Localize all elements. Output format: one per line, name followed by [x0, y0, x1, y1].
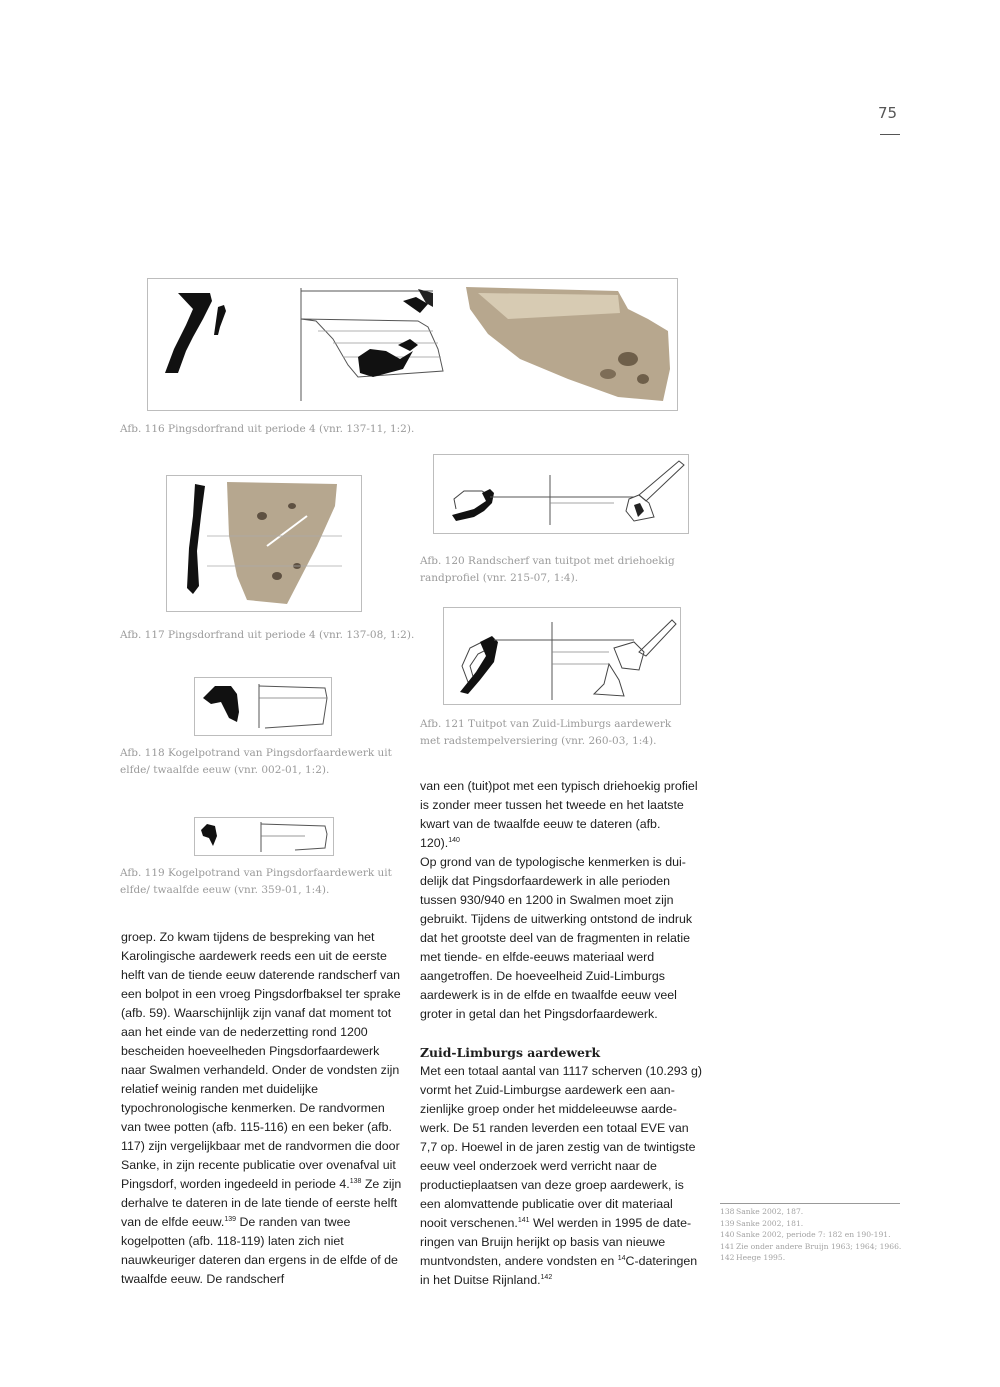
figure-119: [194, 817, 334, 856]
footnote-number: 138: [720, 1207, 735, 1216]
footnote-number: 141: [720, 1241, 735, 1251]
footnote-text: Heege 1995.: [736, 1253, 786, 1262]
footnotes: [720, 1206, 905, 1264]
footnote-142: [720, 1252, 905, 1264]
text-segment: groep. Zo kwam tijdens de bespreking van het Karolingische aardewerk reeds een uit de eerste helft van de tiende eeuw daterende randscherf van een bolpot in een vroeg Pingsdorfbaksel ter sprake (afb. 59). Waarschijnlijk zijn vanaf dat moment tot aan het einde van de nederzetting rond 1200 bescheiden hoeveelheden Pingsdorfaardewerk naar Swalmen verhandeld. Onder de vondsten zijn relatief weinig randen met duidelijke typochronologische kenmerken. De randvormen van twee potten (afb. 115-116) en een beker (afb. 117) zijn vergelijkbaar met de randvormen die door Sanke, in zijn recente publicatie over ovenafval uit Pingsdorf, worden ingedeeld in periode 4.: [121, 930, 401, 1191]
page-number: 75: [878, 104, 898, 122]
figure-118-caption: Afb. 118 Kogelpotrand van Pingsdorfaardewerk uit elfde/ twaalfde eeuw (vnr. 002-01, 1:2).: [120, 747, 392, 776]
footnote-ref-142[interactable]: 142: [540, 1274, 553, 1281]
figure-121-drawing: [444, 608, 680, 704]
left-column: [121, 928, 403, 1289]
page-number-rule: [880, 134, 900, 135]
footnote-140: [720, 1229, 905, 1241]
text-segment: Ze zijn derhalve te dateren in de late tiende of eerste helft van de elfde eeuw.: [121, 1177, 402, 1229]
figure-116: [147, 278, 678, 411]
footnote-141: [720, 1241, 905, 1253]
paragraph-typologie: Op grond van de typologische kenmerken is duidelijk dat Pingsdorfaardewerk in alle perioden tussen 930/940 en 1200 in Swalmen moet zijn gebruikt. Tijdens de uitwerking ontstond de indruk dat het grootste deel van de fragmenten in relatie met tiende- en elfde-eeuws materiaal werd aangetroffen. De hoeveelheid Zuid-Limburgs aardewerk is in de elfde en twaalfde eeuw veel groter in getal dan het Pingsdorfaardewerk.: [420, 855, 693, 1021]
section-heading-zuid-limburgs: Zuid-Limburgs aardewerk: [420, 1045, 601, 1060]
footnote-number: 140: [720, 1230, 735, 1239]
figure-120: [433, 454, 689, 534]
right-column: [420, 777, 702, 1290]
text-segment: Wel werden in 1995 de dateringen van Bruijn herijkt op basis van nieuwe muntvondsten, andere vondsten en: [420, 1216, 692, 1268]
footnote-ref-139[interactable]: 139: [224, 1216, 237, 1223]
footnote-ref-141[interactable]: 141: [517, 1217, 530, 1224]
footnote-divider: [720, 1203, 900, 1204]
paragraph-pingsdorf-datering: [121, 928, 403, 1289]
figure-118-drawing: [195, 678, 331, 735]
text-segment: De randen van twee kogelpotten (afb. 118-119) laten zich niet nauwkeuriger dateren dan ergens in de elfde of de twaalfde eeuw. De randscherf: [121, 1215, 398, 1286]
figure-121-caption: Afb. 121 Tuitpot van Zuid-Limburgs aardewerk met radstempelversiering (vnr. 260-03, 1:4).: [420, 718, 672, 747]
figure-119-caption: Afb. 119 Kogelpotrand van Pingsdorfaardewerk uit elfde/ twaalfde eeuw (vnr. 359-01, 1:4).: [120, 867, 392, 896]
text-segment: van een (tuit)pot met een typisch driehoekig profiel is zonder meer tussen het tweede en het laatste kwart van de twaalfde eeuw te dateren (afb. 120).: [420, 779, 698, 850]
figure-117-caption: Afb. 117 Pingsdorfrand uit periode 4 (vnr. 137-08, 1:2).: [120, 629, 415, 641]
figure-121: [443, 607, 681, 705]
footnote-text: Sanke 2002, periode 7: 182 en 190-191.: [736, 1230, 891, 1239]
footnote-text: Zie onder andere Bruijn 1963; 1964; 1966.: [736, 1241, 902, 1251]
figure-120-drawing: [434, 455, 688, 533]
footnote-text: Sanke 2002, 187.: [736, 1207, 804, 1216]
footnote-138: [720, 1206, 905, 1218]
footnote-ref-140[interactable]: 140: [448, 837, 460, 844]
paragraph-tuitpot: [420, 777, 702, 853]
paragraph-zuid-limburgs: [420, 1062, 702, 1290]
footnote-text: Sanke 2002, 181.: [736, 1218, 804, 1228]
footnote-number: 142: [720, 1253, 735, 1262]
footnote-139: [720, 1218, 905, 1230]
figure-116-caption: Afb. 116 Pingsdorfrand uit periode 4 (vnr. 137-11, 1:2).: [120, 423, 415, 435]
figure-117-drawing: [167, 476, 361, 611]
footnote-ref-138[interactable]: 138: [349, 1178, 362, 1185]
text-segment: C-dateringen in het Duitse Rijnland.: [420, 1254, 698, 1287]
figure-118: [194, 677, 332, 736]
figure-117: [166, 475, 362, 612]
text-segment: Met een totaal aantal van 1117 scherven (10.293 g) vormt het Zuid-Limburgse aardewerk een aanzienlijke groep onder het middeleeuwse aardewerk. De 51 randen leverden een totaal EVE van 7,7 op. Hoewel in de jaren zestig van de twintigste eeuw veel onderzoek werd verricht naar de productieplaatsen van deze groep aardewerk, is een alomvattende publicatie over dit materiaal nooit verschenen.: [420, 1064, 702, 1230]
footnote-number: 139: [720, 1218, 735, 1228]
figure-119-drawing: [195, 818, 333, 855]
figure-116-drawing: [148, 279, 677, 410]
figure-120-caption: Afb. 120 Randscherf van tuitpot met driehoekig randprofiel (vnr. 215-07, 1:4).: [420, 555, 675, 584]
superscript-14: 14: [617, 1255, 626, 1262]
